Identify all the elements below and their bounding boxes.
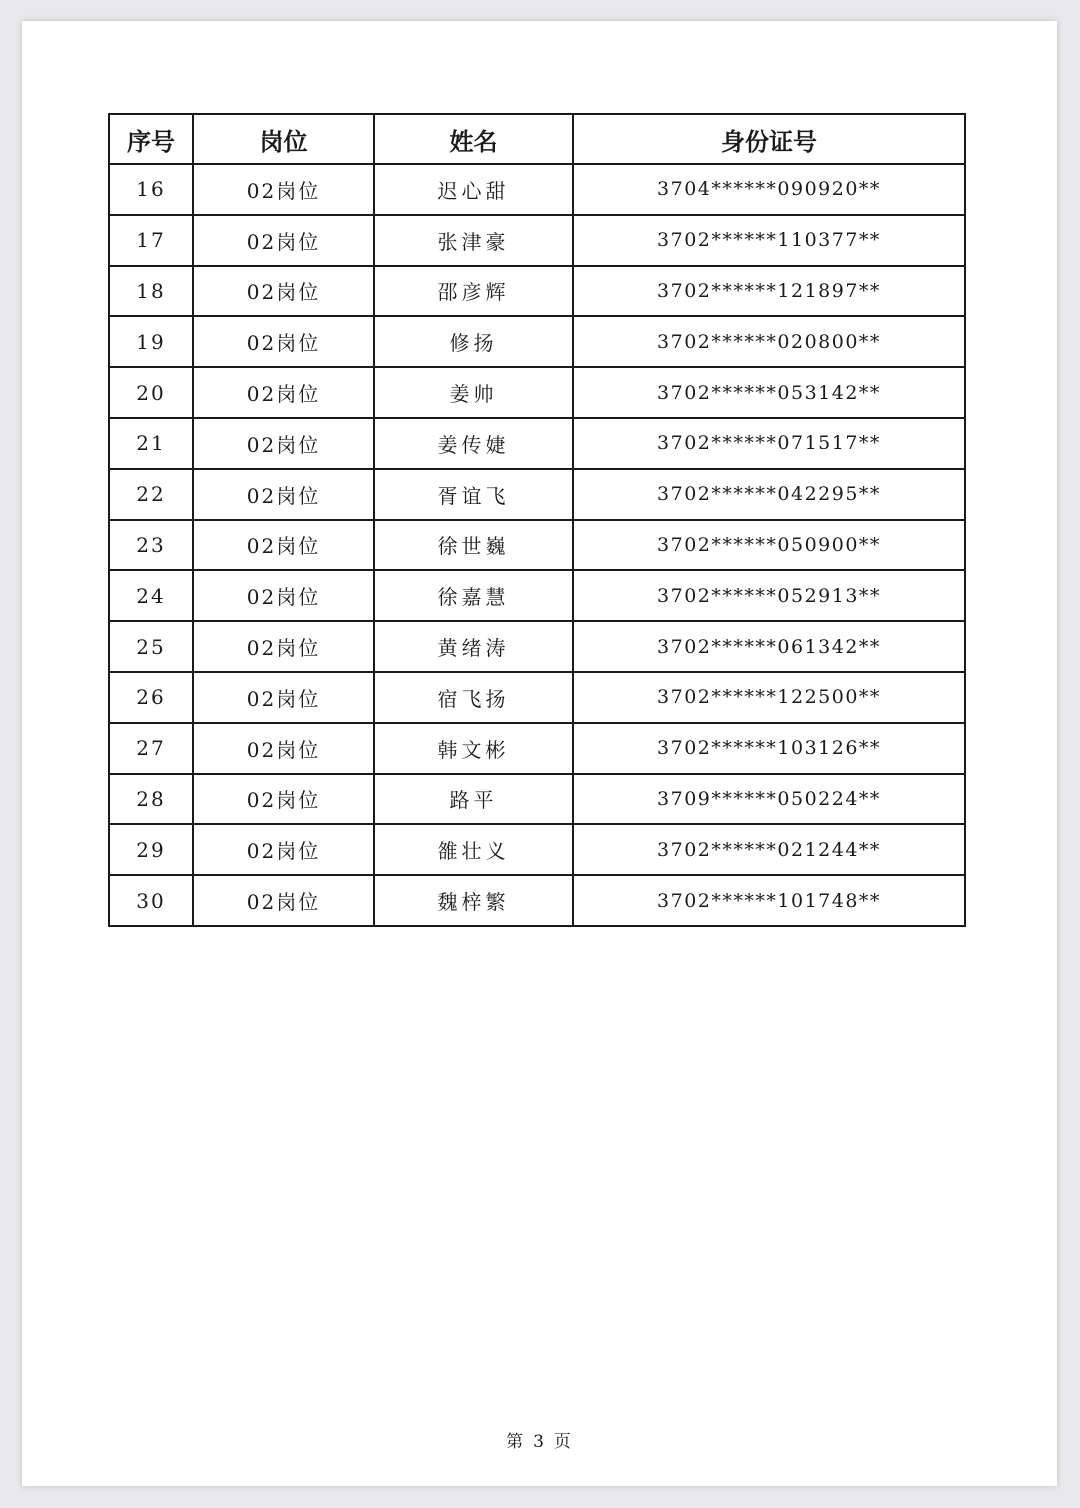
cell-serial-number: 19 [109,316,193,367]
cell-serial-number: 29 [109,824,193,875]
cell-id-number: 3702******071517** [573,418,965,469]
cell-serial-number: 28 [109,774,193,825]
cell-serial-number: 25 [109,621,193,672]
cell-post: 02岗位 [193,520,374,571]
table-row [109,875,965,926]
cell-serial-number: 27 [109,723,193,774]
document-page [22,21,1057,1486]
header-serial-number: 序号 [109,114,193,164]
cell-name: 宿飞扬 [374,672,573,723]
cell-name: 姜帅 [374,367,573,418]
table-row [109,570,965,621]
cell-post: 02岗位 [193,824,374,875]
cell-post: 02岗位 [193,774,374,825]
cell-serial-number: 24 [109,570,193,621]
table-row [109,824,965,875]
table-row [109,520,965,571]
cell-post: 02岗位 [193,723,374,774]
table-row [109,672,965,723]
cell-id-number: 3702******103126** [573,723,965,774]
table-row [109,215,965,266]
cell-name: 魏梓繁 [374,875,573,926]
footer-suffix: 页 [553,1432,573,1452]
cell-serial-number: 23 [109,520,193,571]
cell-id-number: 3702******053142** [573,367,965,418]
cell-name: 黄绪涛 [374,621,573,672]
cell-post: 02岗位 [193,418,374,469]
cell-id-number: 3702******052913** [573,570,965,621]
cell-id-number: 3702******121897** [573,266,965,317]
cell-id-number: 3709******050224** [573,774,965,825]
cell-serial-number: 30 [109,875,193,926]
footer-page-number: 3 [533,1432,546,1452]
cell-serial-number: 26 [109,672,193,723]
cell-id-number: 3702******122500** [573,672,965,723]
cell-id-number: 3702******101748** [573,875,965,926]
cell-id-number: 3702******050900** [573,520,965,571]
cell-name: 胥谊飞 [374,469,573,520]
cell-post: 02岗位 [193,469,374,520]
cell-post: 02岗位 [193,570,374,621]
table-row [109,774,965,825]
cell-post: 02岗位 [193,621,374,672]
footer-prefix: 第 [506,1432,526,1452]
cell-post: 02岗位 [193,875,374,926]
cell-serial-number: 21 [109,418,193,469]
cell-id-number: 3702******021244** [573,824,965,875]
cell-post: 02岗位 [193,215,374,266]
cell-name: 张津豪 [374,215,573,266]
table-row [109,469,965,520]
table-row [109,723,965,774]
table-row [109,316,965,367]
roster-table [108,113,966,927]
cell-id-number: 3702******061342** [573,621,965,672]
cell-id-number: 3702******020800** [573,316,965,367]
header-name: 姓名 [374,114,573,164]
cell-name: 路平 [374,774,573,825]
table-row [109,418,965,469]
cell-id-number: 3704******090920** [573,164,965,215]
cell-post: 02岗位 [193,266,374,317]
cell-name: 徐嘉慧 [374,570,573,621]
cell-serial-number: 18 [109,266,193,317]
cell-name: 徐世巍 [374,520,573,571]
page-number-footer [22,1427,1057,1452]
cell-post: 02岗位 [193,164,374,215]
cell-serial-number: 22 [109,469,193,520]
cell-name: 迟心甜 [374,164,573,215]
table-row [109,367,965,418]
cell-name: 雒壮义 [374,824,573,875]
table-row [109,621,965,672]
table-header-row [109,114,965,164]
cell-id-number: 3702******110377** [573,215,965,266]
cell-post: 02岗位 [193,316,374,367]
table-row [109,266,965,317]
cell-serial-number: 16 [109,164,193,215]
cell-name: 韩文彬 [374,723,573,774]
cell-post: 02岗位 [193,367,374,418]
cell-id-number: 3702******042295** [573,469,965,520]
header-id-number: 身份证号 [573,114,965,164]
cell-serial-number: 20 [109,367,193,418]
cell-serial-number: 17 [109,215,193,266]
cell-post: 02岗位 [193,672,374,723]
cell-name: 修扬 [374,316,573,367]
table-row [109,164,965,215]
cell-name: 姜传婕 [374,418,573,469]
cell-name: 邵彦辉 [374,266,573,317]
header-post: 岗位 [193,114,374,164]
